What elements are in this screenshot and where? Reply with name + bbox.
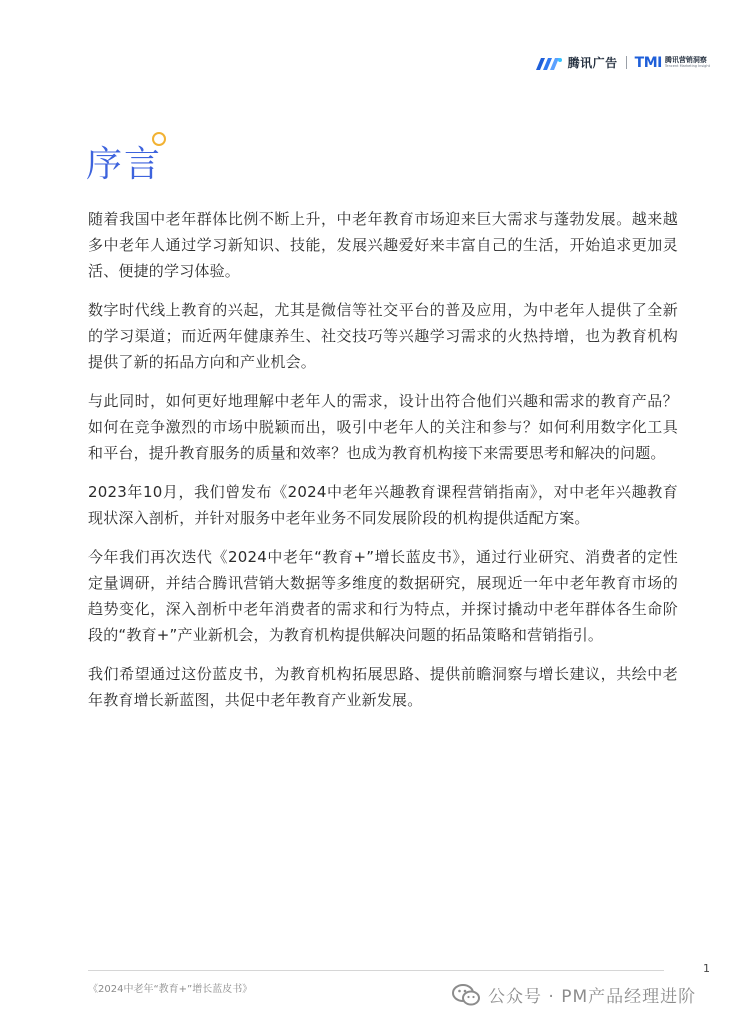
paragraph-6: 我们希望通过这份蓝皮书，为教育机构拓展思路、提供前瞻洞察与增长建议，共绘中老年教育增长新蓝图，共促中老年教育产业新发展。: [88, 665, 678, 709]
watermark: [452, 982, 696, 1007]
title-block: [86, 136, 162, 187]
tmi-cn-label: 腾讯营销洞察: [664, 55, 707, 64]
footer-doc-title: 《2024中老年“教育+”增长蓝皮书》: [88, 984, 253, 995]
tmi-subtitle: [665, 57, 710, 69]
paragraph-2: 数字时代线上教育的兴起，尤其是微信等社交平台的普及应用，为中老年人提供了全新的学习渠道；而近两年健康养生、社交技巧等兴趣学习需求的火热持增，也为教育机构提供了新的拓品方向和产业机会。: [88, 301, 678, 371]
paragraph-4: 2023年10月，我们曾发布《2024中老年兴趣教育课程营销指南》，对中老年兴趣教育现状深入剖析，并针对服务中老年业务不同发展阶段的机构提供适配方案。: [88, 483, 678, 527]
footer-divider: [88, 970, 664, 971]
title-decoration-circle: [152, 132, 166, 146]
wechat-icon: [452, 983, 480, 1007]
preface-body: [88, 206, 678, 726]
page-number: 1: [703, 962, 710, 975]
page-title: 序言: [86, 144, 163, 185]
paragraph-3: 与此同时，如何更好地理解中老年人的需求，设计出符合他们兴趣和需求的教育产品？如何在竞争激烈的市场中脱颖而出，吸引中老年人的关注和参与？如何利用数字化工具和平台，提升教育服务的质量和效率？也成为教育机构接下来需要思考和解决的问题。: [88, 392, 678, 462]
paragraph-5: 今年我们再次迭代《2024中老年“教育+”增长蓝皮书》，通过行业研究、消费者的定性定量调研，并结合腾讯营销大数据等多维度的数据研究，展现近一年中老年教育市场的趋势变化，深入剖析中老年消费者的需求和行为特点，并探讨撬动中老年群体各生命阶段的“教育+”产业新机会，为教育机构提供解决问题的拓品策略和营销指引。: [88, 548, 678, 644]
watermark-text: 公众号 · PM产品经理进阶: [488, 987, 697, 1007]
tmi-en-label: Tencent Marketing Insight: [664, 63, 710, 68]
tmi-logo-text: TMI: [634, 54, 662, 71]
tencent-ads-logo-icon: [536, 56, 562, 70]
tencent-ads-label: 腾讯广告: [567, 56, 618, 70]
tmi-logo: [635, 55, 710, 71]
paragraph-1: 随着我国中老年群体比例不断上升，中老年教育市场迎来巨大需求与蓬勃发展。越来越多中老年人通过学习新知识、技能，发展兴趣爱好来丰富自己的生活，开始追求更加灵活、便捷的学习体验。: [88, 210, 678, 280]
logo-divider: [626, 56, 627, 69]
header-logos: [536, 54, 710, 71]
